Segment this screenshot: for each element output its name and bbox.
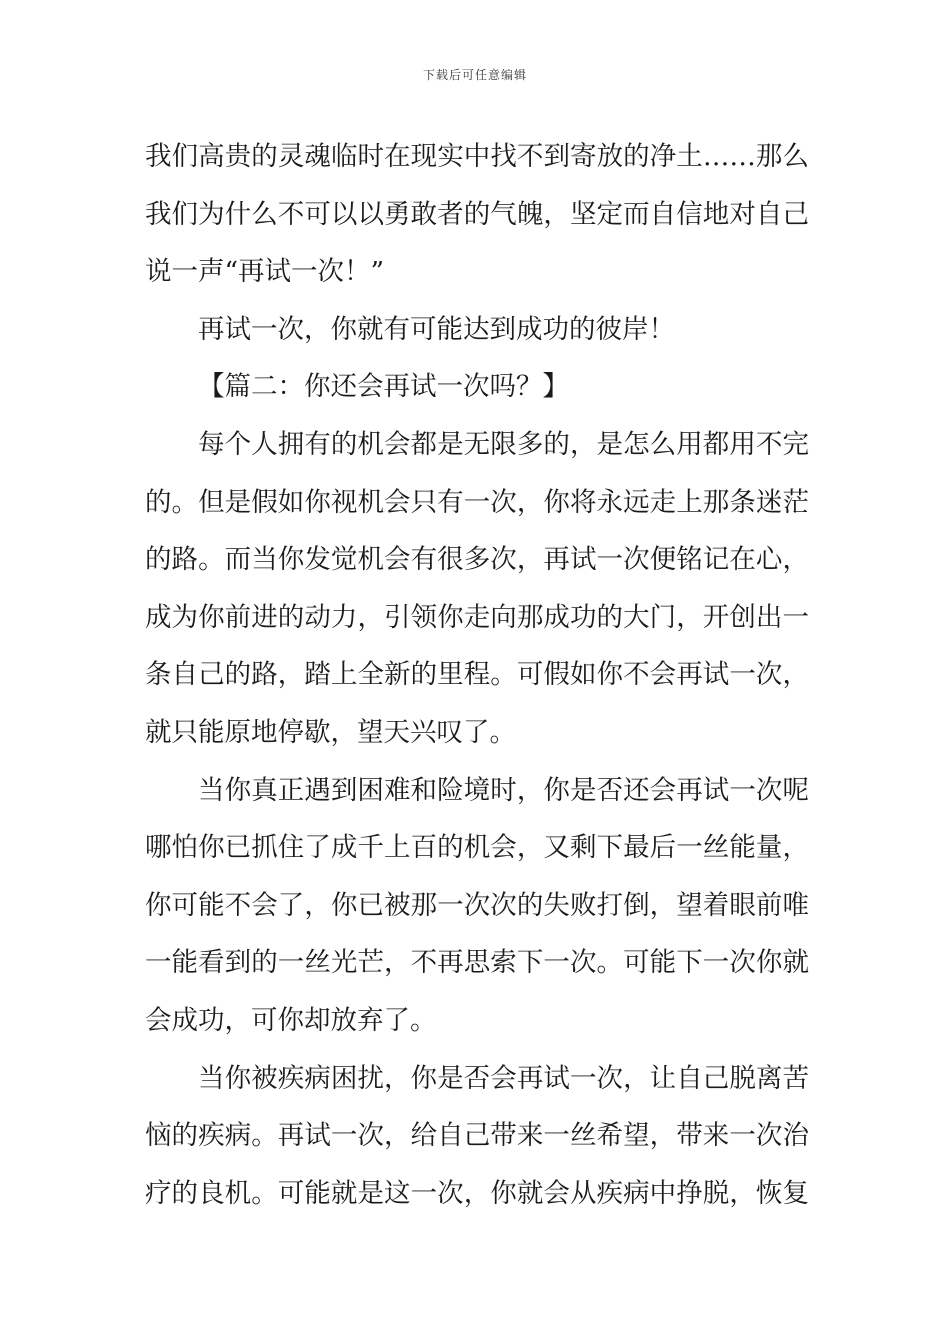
text-line: 一能看到的一丝光芒，不再思索下一次。可能下一次你就 [145,947,809,979]
paragraph [145,301,809,359]
text-line: 我们高贵的灵魂临时在现实中找不到寄放的净土……那么 [145,141,809,172]
document-body [145,128,809,1222]
paragraph [145,128,809,301]
text-line: 的路。而当你发觉机会有很多次，再试一次便铭记在心， [145,544,809,576]
text-line: 每个人拥有的机会都是无限多的，是怎么用都用不完 [198,428,809,460]
section-heading [145,358,809,416]
text-line: 说一声“再试一次！” [145,256,385,288]
text-line: 恼的疾病。再试一次，给自己带来一丝希望，带来一次治 [145,1120,809,1152]
heading-text: 【篇二：你还会再试一次吗？】 [198,371,569,403]
text-line: 当你被疾病困扰，你是否会再试一次，让自己脱离苦 [198,1062,809,1094]
text-line: 条自己的路，踏上全新的里程。可假如你不会再试一次， [145,659,809,691]
paragraph [145,1050,809,1223]
text-line: 就只能原地停歇，望天兴叹了。 [145,716,516,748]
text-line: 会成功，可你却放弃了。 [145,1004,437,1036]
text-line: 成为你前进的动力，引领你走向那成功的大门，开创出一 [145,601,809,633]
text-line: 的。但是假如你视机会只有一次，你将永远走上那条迷茫 [145,486,809,518]
text-line: 疗的良机。可能就是这一次，你就会从疾病中挣脱，恢复 [145,1177,809,1209]
text-line: 哪怕你已抓住了成千上百的机会，又剩下最后一丝能量， [145,832,809,864]
page-header: 下载后可任意编辑 [422,68,527,82]
text-line: 我们为什么不可以以勇敢者的气魄，坚定而自信地对自己 [145,198,809,230]
text-line: 再试一次，你就有可能达到成功的彼岸！ [198,313,675,345]
paragraph [145,762,809,1050]
text-line: 当你真正遇到困难和险境时，你是否还会再试一次呢 [198,774,809,806]
paragraph [145,416,809,762]
text-line: 你可能不会了，你已被那一次次的失败打倒，望着眼前唯 [145,889,809,921]
